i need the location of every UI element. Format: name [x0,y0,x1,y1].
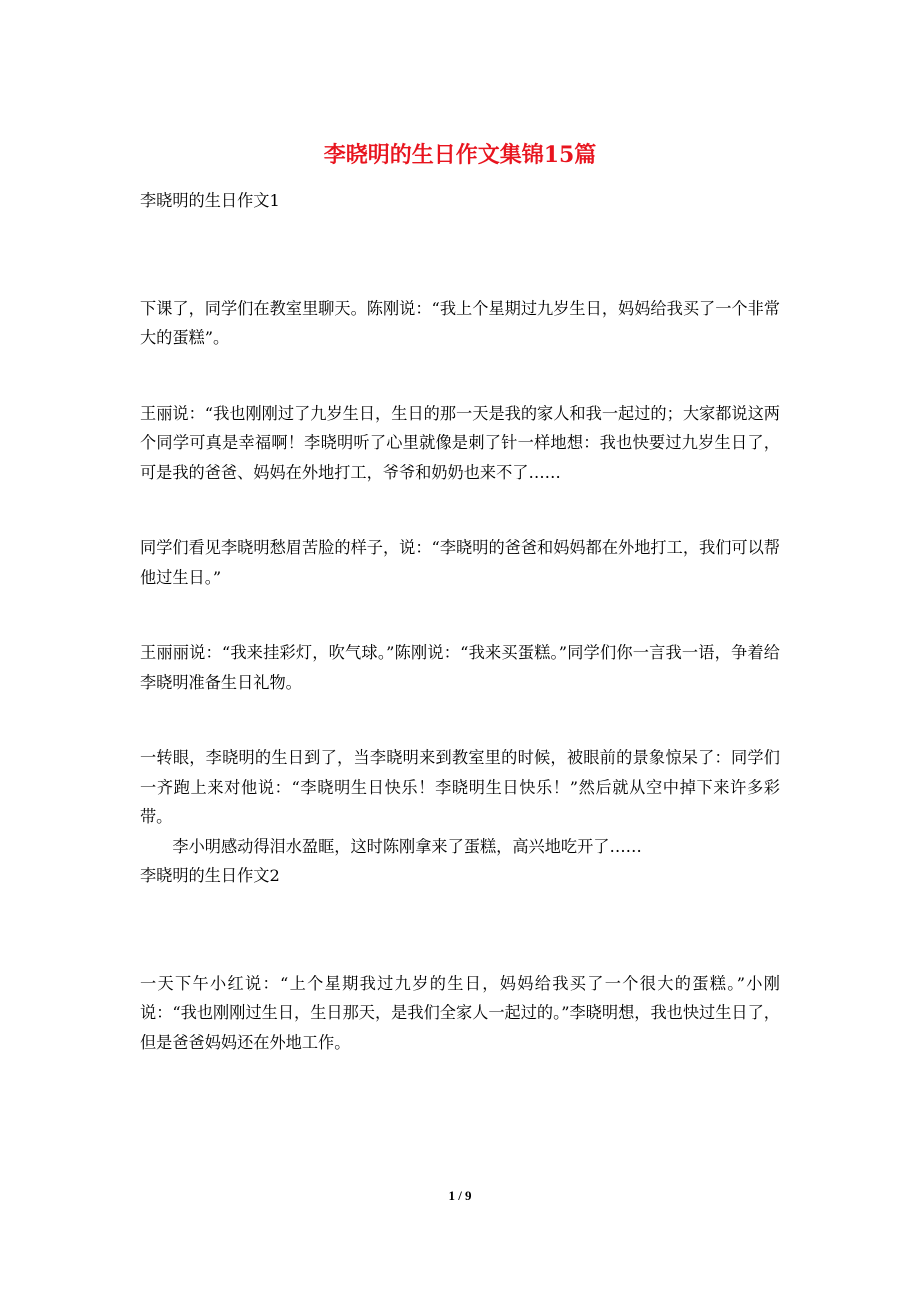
page-number: 1 / 9 [448,1188,472,1203]
document-title: 李晓明的生日作文集锦15篇 [323,142,597,168]
paragraph: 同学们看见李晓明愁眉苦脸的样子，说：“李晓明的爸爸和妈妈都在外地打工，我们可以帮他过生日。” [140,538,780,587]
paragraph: 王丽说：“我也刚刚过了九岁生日，生日的那一天是我的家人和我一起过的；大家都说这两个同学可真是幸福啊！李晓明听了心里就像是刺了针一样地想：我也快要过九岁生日了，可是我的爸爸、妈妈在外地打工，爷爷和奶奶也来不了…… [140,403,780,482]
paragraph: 一天下午小红说：“上个星期我过九岁的生日，妈妈给我买了一个很大的蛋糕。”小刚说：“我也刚刚过生日，生日那天，是我们全家人一起过的。”李晓明想，我也快过生日了，但是爸爸妈妈还在外地工作。 [140,973,780,1052]
paragraph: 下课了，同学们在教室里聊天。陈刚说：“我上个星期过九岁生日，妈妈给我买了一个非常大的蛋糕”。 [140,298,780,347]
document-body [140,186,780,1057]
paragraph: 一转眼，李晓明的生日到了，当李晓明来到教室里的时候，被眼前的景象惊呆了：同学们一齐跑上来对他说：“李晓明生日快乐！李晓明生日快乐！”然后就从空中掉下来许多彩带。 [140,748,780,826]
section-heading: 李晓明的生日作文2 [140,866,280,885]
section-heading: 李晓明的生日作文1 [140,191,280,210]
paragraph: 王丽丽说：“我来挂彩灯，吹气球。”陈刚说：“我来买蛋糕。”同学们你一言我一语，争着给李晓明准备生日礼物。 [140,643,780,692]
paragraph: 李小明感动得泪水盈眶，这时陈刚拿来了蛋糕，高兴地吃开了…… [172,836,642,856]
